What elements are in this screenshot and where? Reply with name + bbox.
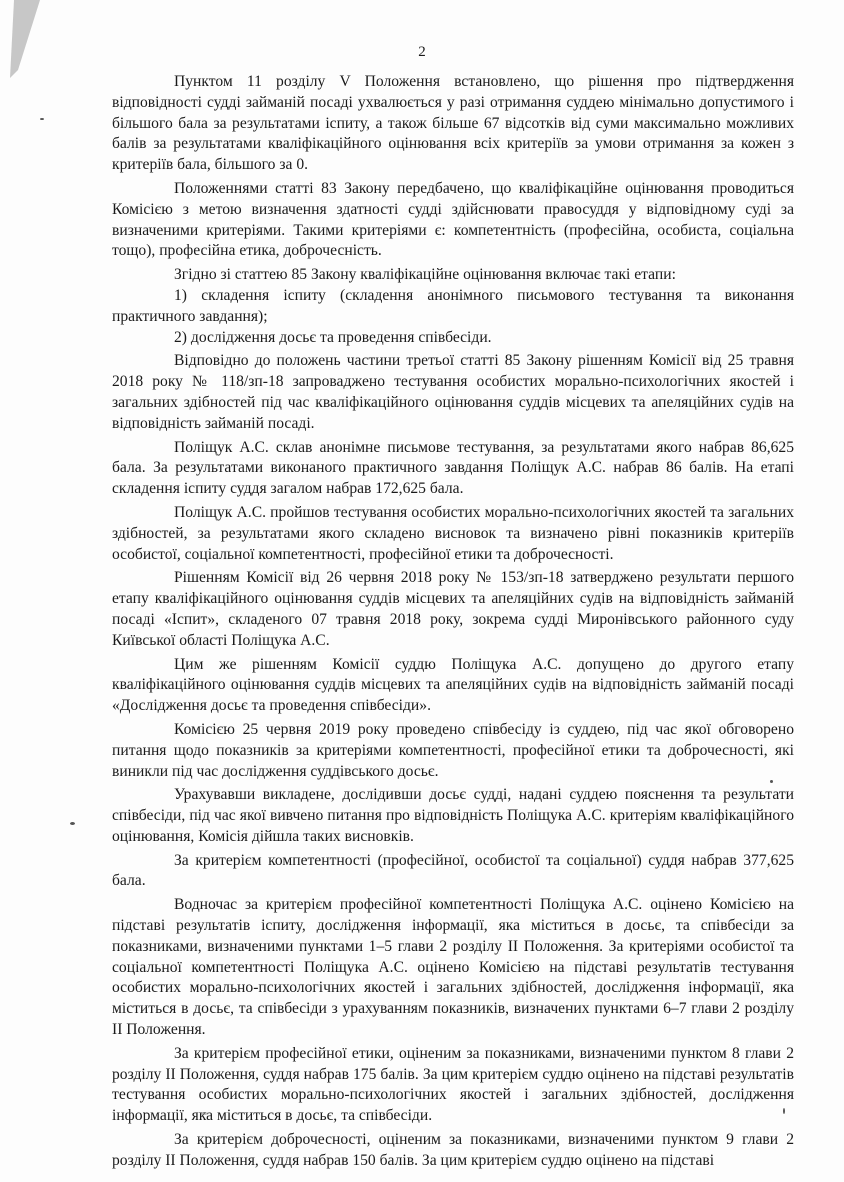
paragraph-4: Відповідно до положень частини третьої статті 85 Закону рішенням Комісії від 25 травня 2018 року № 118/зп-18 запроваджено тестування особистих морально-психологічних якостей і загальних здібностей під час кваліфікаційного оцінювання суддів місцевих та апеляційних судів на відповідність займаній посаді. xyxy=(112,352,794,432)
scan-speck xyxy=(200,1112,208,1115)
paragraph-6: Поліщук А.С. пройшов тестування особистих морально-психологічних якостей та загальних здібностей, за результатами якого складено висновок та визначено рівні показників критеріїв особистої, соціальної компетентності, професійної етики та доброчесності. xyxy=(112,503,794,563)
list-item-2: 2) дослідження досьє та проведення співбесіди. xyxy=(174,328,492,346)
paragraph-9: Комісією 25 червня 2019 року проведено співбесіду із суддею, під час якої обговорено питання щодо показників за критеріями компетентності, професійної етики та доброчесності, які виникли під час дослідження суддівського досьє. xyxy=(112,720,794,780)
list-item-1: 1) складення іспиту (складення анонімного письмового тестування та виконання практичного завдання); xyxy=(112,286,794,325)
paragraph-10: Урахувавши викладене, дослідивши досьє судді, надані суддею пояснення та результати співбесіди, під час якої вивчено питання про відповідність Поліщука А.С. критеріям кваліфікаційного оцінювання, Комісія дійшла таких висновків. xyxy=(112,786,794,845)
paragraph-12: Водночас за критерієм професійної компетентності Поліщука А.С. оцінено Комісією на підставі результатів іспиту, дослідження інформації, яка міститься в досьє, та співбесіди за показниками, визначеними пунктами 1–5 глави 2 розділу ІІ Положення. За критеріями особистої та соціальної компетентності Поліщука А.С. оцінено Комісією на підставі результатів тестування особистих морально-психологічних якостей і загальних здібностей, дослідження інформації, яка міститься в досьє, та співбесіди з урахуванням показників, визначених пунктами 6–7 глави 2 розділу ІІ Положення. xyxy=(112,896,794,1039)
scan-speck xyxy=(70,822,75,825)
paragraph-13: За критерієм професійної етики, оціненим за показниками, визначеними пунктом 8 глави 2 розділу ІІ Положення, суддя набрав 175 балів. За цим критерієм суддю оцінено на підставі результатів тестування особистих морально-психологічних якостей і загальних здібностей, дослідження інформації, яка міститься в досьє, та співбесіди. xyxy=(112,1044,794,1125)
paragraph-7: Рішенням Комісії від 26 червня 2018 року № 153/зп-18 затверджено результати першого етапу кваліфікаційного оцінювання суддів місцевих та апеляційних судів на відповідність займаній посаді «Іспит», складеного 07 травня 2018 року, зокрема судді Миронівського районного суду Київської області Поліщука А.С. xyxy=(112,569,794,649)
scan-speck xyxy=(783,1108,785,1114)
paragraph-8: Цим же рішенням Комісії суддю Поліщука А.С. допущено до другого етапу кваліфікаційного оцінювання суддів місцевих та апеляційних судів на відповідність займаній посаді «Дослідження досьє та проведення співбесіди». xyxy=(112,655,794,715)
page-number: 2 xyxy=(418,44,426,60)
paragraph-3: Згідно зі статтею 85 Закону кваліфікаційне оцінювання включає такі етапи: xyxy=(174,266,676,284)
paragraph-2: Положеннями статті 83 Закону передбачено, що кваліфікаційне оцінювання проводиться Комісією з метою визначення здатності судді здійснювати правосуддя у відповідному суді за визначеними критеріями. Такими критеріями є: компетентність (професійна, особиста, соціальна тощо), професійна етика, доброчесність. xyxy=(112,179,794,260)
paragraph-11: За критерієм компетентності (професійної, особистої та соціальної) суддя набрав 377,625 бала. xyxy=(112,851,794,890)
scan-edge-mark xyxy=(0,0,60,80)
scan-speck xyxy=(40,118,44,120)
document-body xyxy=(112,72,794,1175)
scan-speck xyxy=(770,780,773,783)
paragraph-1: Пунктом 11 розділу V Положення встановлено, що рішення про підтвердження відповідності судді займаній посаді ухвалюється у разі отримання суддею мінімально допустимого і більшого бала за результатами іспиту, а також більше 67 відсотків від суми максимально можливих балів за результатами кваліфікаційного оцінювання всіх критеріїв за умови отримання за кожен з критеріїв бала, більшого за 0. xyxy=(112,73,794,174)
paragraph-5: Поліщук А.С. склав анонімне письмове тестування, за результатами якого набрав 86,625 бала. За результатами виконаного практичного завдання Поліщук А.С. набрав 86 балів. На етапі складення іспиту суддя загалом набрав 172,625 бала. xyxy=(112,438,794,498)
paragraph-14: За критерієм доброчесності, оціненим за показниками, визначеними пунктом 9 глави 2 розділу ІІ Положення, суддя набрав 150 балів. За цим критерієм суддю оцінено на підставі xyxy=(112,1131,794,1169)
